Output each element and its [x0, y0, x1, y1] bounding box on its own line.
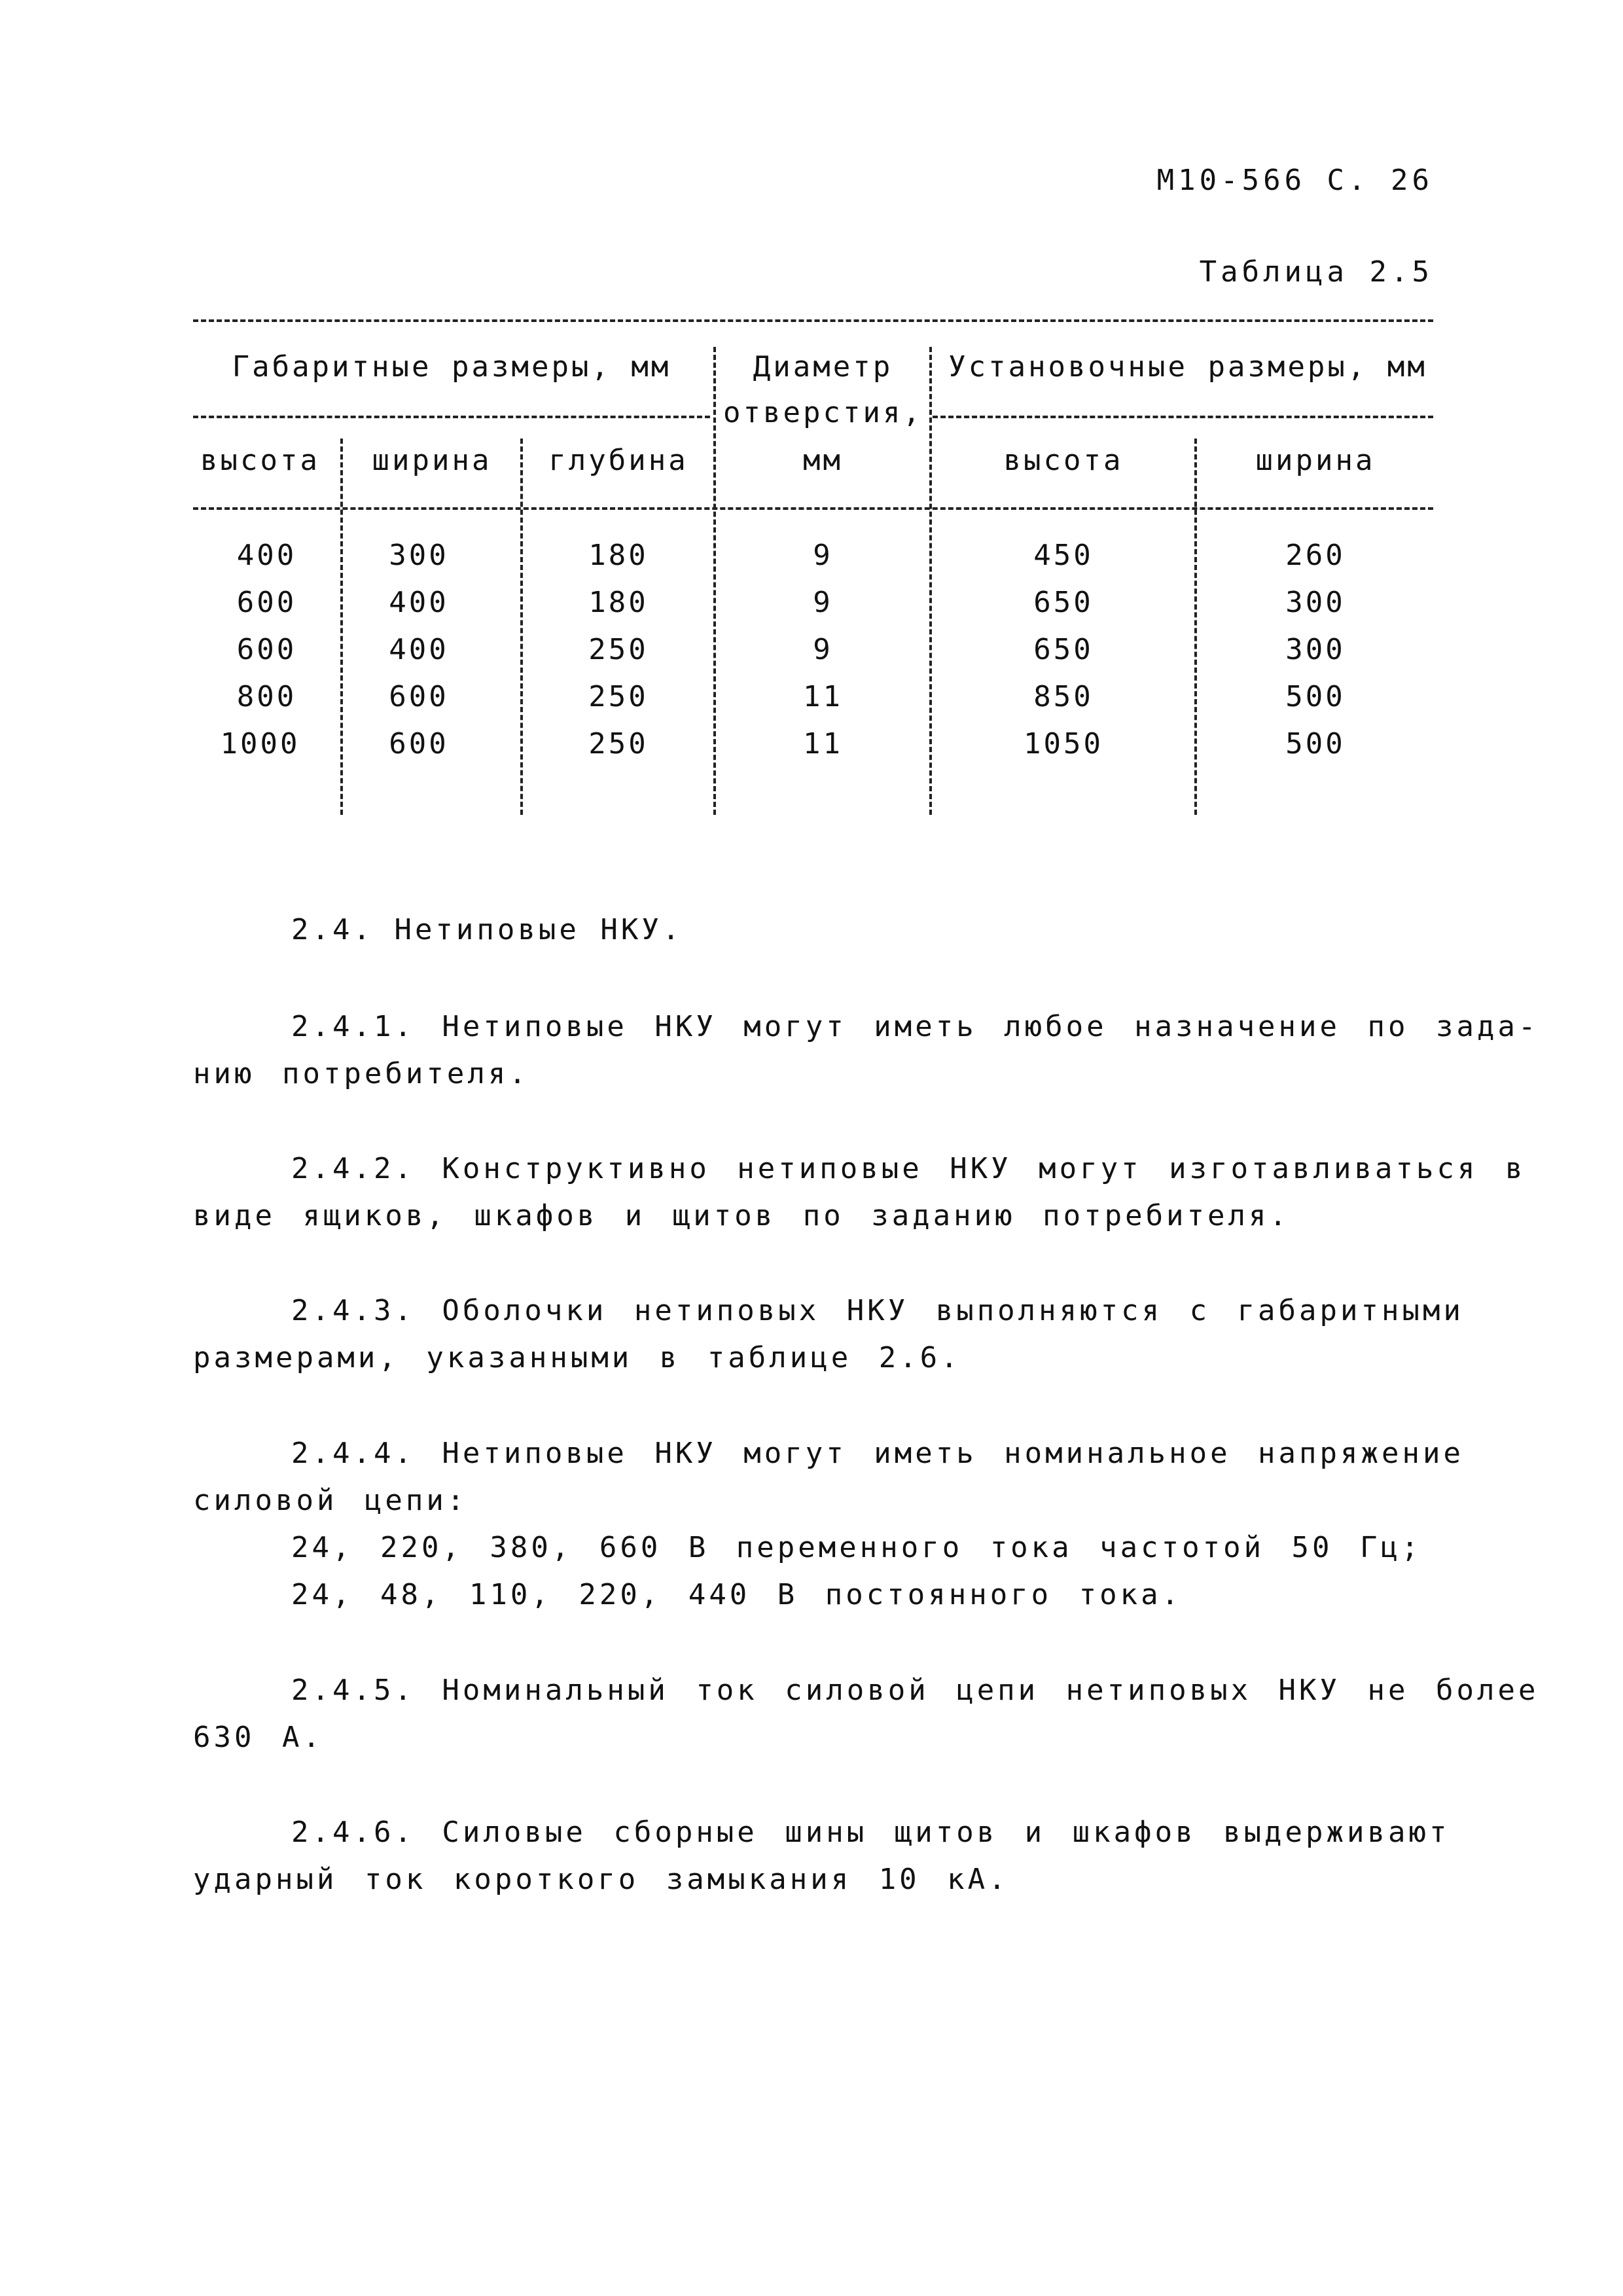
paragraph-line: виде ящиков, шкафов и щитов по заданию потребителя. [193, 1199, 1291, 1232]
header-diameter-line1: Диаметр [753, 350, 893, 384]
table-cell: 250 [588, 727, 649, 761]
table-divider-col2 [520, 439, 523, 815]
table-cell: 1050 [1024, 727, 1103, 761]
table-cell: 300 [389, 539, 449, 572]
table-cell: 600 [389, 727, 449, 761]
paragraph-line: 2.4.3. Оболочки нетиповых НКУ выполняются с габаритными [291, 1294, 1464, 1327]
table-cell: 500 [1285, 727, 1346, 761]
column-header-depth: глубина [548, 444, 688, 477]
table-cell: 260 [1285, 539, 1346, 572]
table-cell: 650 [1033, 586, 1094, 619]
table-cell: 800 [236, 680, 297, 713]
paragraph-line: 2.4.4. Нетиповые НКУ могут иметь номинальное напряжение [291, 1437, 1464, 1470]
table-cell: 250 [588, 680, 649, 713]
table-cell: 300 [1285, 633, 1346, 666]
table-header-bottom-rule [193, 507, 1433, 510]
table-divider-diameter [929, 347, 932, 815]
paragraph-line: 2.4.2. Конструктивно нетиповые НКУ могут изготавливаться в [291, 1152, 1526, 1185]
header-diameter-line3: мм [803, 444, 843, 477]
column-header-mount-height: высота [1003, 444, 1124, 477]
table-subheader-rule-right [933, 416, 1433, 418]
header-mounting-dimensions: Установочные размеры, мм [948, 350, 1427, 384]
paragraph-line: 2.4.1. Нетиповые НКУ могут иметь любое назначение по зада- [291, 1010, 1539, 1043]
header-overall-dimensions: Габаритные размеры, мм [232, 350, 671, 384]
table-divider-overall [713, 347, 716, 815]
table-cell: 850 [1033, 680, 1094, 713]
paragraph-2-4-5 [193, 1667, 1539, 1761]
section-heading: 2.4. Нетиповые НКУ. [291, 913, 683, 946]
paragraph-line: 630 А. [193, 1721, 323, 1754]
table-cell: 400 [389, 586, 449, 619]
paragraph-2-4-2 [193, 1145, 1526, 1240]
table-cell: 11 [803, 680, 843, 713]
paragraph-2-4-1 [193, 1003, 1539, 1098]
paragraph-2-4-6 [193, 1809, 1450, 1903]
table-cell: 500 [1285, 680, 1346, 713]
table-cell: 9 [813, 633, 833, 666]
table-cell: 300 [1285, 586, 1346, 619]
table-divider-col5 [1194, 439, 1197, 815]
table-caption: Таблица 2.5 [1199, 255, 1433, 289]
table-cell: 180 [588, 586, 649, 619]
column-header-height: высота [200, 444, 320, 477]
column-header-mount-width: ширина [1255, 444, 1376, 477]
paragraph-line: 2.4.6. Силовые сборные шины щитов и шкафов выдерживают [291, 1816, 1450, 1849]
paragraph-line: размерами, указанными в таблице 2.6. [193, 1341, 961, 1374]
table-cell: 180 [588, 539, 649, 572]
table-cell: 1000 [220, 727, 300, 761]
header-diameter-line2: отверстия, [723, 396, 923, 429]
document-code: М10-566 С. 26 [1156, 164, 1433, 197]
paragraph-line: 2.4.5. Номинальный ток силовой цепи нетиповых НКУ не более [291, 1674, 1539, 1707]
table-cell: 9 [813, 539, 833, 572]
table-cell: 600 [389, 680, 449, 713]
paragraph-line: 24, 48, 110, 220, 440 В постоянного тока. [291, 1578, 1183, 1611]
table-cell: 11 [803, 727, 843, 761]
paragraph-2-4-3 [193, 1287, 1464, 1382]
table-cell: 400 [236, 539, 297, 572]
table-top-rule [193, 319, 1433, 322]
table-cell: 600 [236, 586, 297, 619]
table-cell: 9 [813, 586, 833, 619]
column-header-width: ширина [372, 444, 492, 477]
paragraph-line: 24, 220, 380, 660 В переменного тока частотой 50 Гц; [291, 1531, 1422, 1564]
table-cell: 250 [588, 633, 649, 666]
table-cell: 400 [389, 633, 449, 666]
table-cell: 600 [236, 633, 297, 666]
paragraph-2-4-4 [193, 1430, 1464, 1619]
paragraph-line: нию потребителя. [193, 1057, 529, 1090]
dimensions-table [193, 301, 1433, 956]
table-cell: 450 [1033, 539, 1094, 572]
table-cell: 650 [1033, 633, 1094, 666]
paragraph-line: ударный ток короткого замыкания 10 кА. [193, 1863, 1009, 1896]
table-subheader-rule-left [193, 416, 710, 418]
table-divider-col1 [340, 439, 343, 815]
paragraph-line: силовой цепи: [193, 1484, 468, 1517]
